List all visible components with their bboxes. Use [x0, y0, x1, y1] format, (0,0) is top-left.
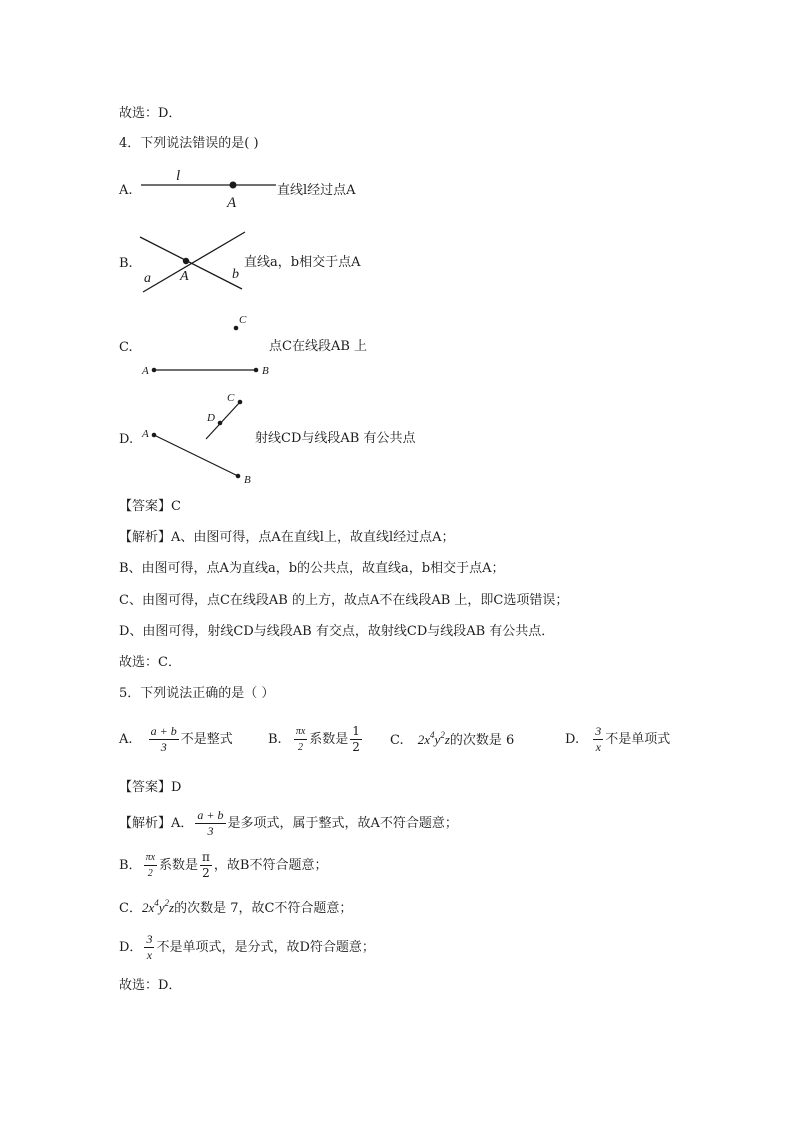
fig-b-point-label: A [180, 269, 189, 284]
q5-optA-text: 不是整式 [180, 732, 233, 747]
point-b-dot [183, 258, 189, 264]
q5-optB-value: $\frac{1}{2}$ [352, 724, 360, 754]
q4-optC-text: 点C在线段AB 上 [269, 339, 368, 354]
q4-optB-letter: B. [119, 256, 133, 271]
fig-b-a-label: a [144, 271, 151, 286]
fig-c-a-label: A [142, 365, 149, 377]
fig-d-c-label: C [227, 392, 235, 404]
fig-a-line-label: l [176, 168, 181, 184]
point-a-dot [230, 182, 237, 189]
fig-d-a-label: A [142, 428, 149, 440]
q4-analysis-line-1 [119, 529, 455, 547]
q5-analysis-a-fraction: $\frac{a + b}{3}$ [197, 808, 224, 838]
analysis-label: 【解析】 [119, 530, 172, 545]
q5-optB-fraction: $\frac{\pi x}{2}$ [295, 726, 306, 753]
figure-b [140, 232, 245, 292]
q4-optB-text: 直线a，b相交于点A [244, 255, 361, 270]
q4-conclusion: 故选：C． [119, 655, 181, 670]
q5-optC-text: 的次数是 6 [449, 733, 515, 748]
q5-optC [390, 722, 514, 759]
q3-conclusion: 故选：D． [119, 106, 182, 121]
q5-analysis-c: C．$2x^4y^2z$的次数是 7，故C不符合题意； [119, 898, 353, 916]
q4-optD-text: 射线CD与线段AB 有公共点 [255, 431, 416, 446]
q5-optB-text: 系数是 [309, 732, 349, 747]
q5-optA [119, 722, 233, 758]
q4-optD-letter: D. [119, 432, 134, 447]
fig-d-d-label: D [207, 412, 215, 424]
fig-c-c-label: C [239, 314, 247, 326]
fig-c-b-label: B [262, 365, 269, 377]
figure-a [141, 168, 276, 211]
q5-optD [565, 722, 670, 758]
q5-optD-letter: D. [565, 732, 580, 747]
figure-c [141, 314, 269, 377]
q5-optC-letter: C. [390, 733, 404, 748]
q4-answer: 【答案】C [119, 499, 181, 514]
q5-optA-fraction: $\frac{a + b}{3}$ [150, 724, 177, 754]
q4-stem: 4．下列说法错误的是( ) [119, 136, 259, 151]
q5-analysis-d: D． $\frac{3}{x}$ 不是单项式，是分式，故D符合题意； [119, 932, 375, 962]
q5-stem: 5．下列说法正确的是（ ） [119, 686, 275, 701]
q4-analysis-line-4: D、由图可得，射线CD与线段AB 有交点，故射线CD与线段AB 有公共点． [119, 624, 555, 639]
q5-optA-letter: A. [119, 732, 133, 747]
q4-analysis-line-3: C、由图可得，点C在线段AB 的上方，故点A不在线段AB 上，即C选项错误； [119, 593, 569, 608]
fig-b-b-label: b [232, 267, 239, 282]
fig-a-point-label: A [227, 195, 237, 211]
q5-optD-fraction: $\frac{3}{x}$ [595, 724, 602, 754]
q5-analysis-d-fraction: $\frac{3}{x}$ [146, 932, 153, 962]
q5-conclusion: 故选：D． [119, 978, 182, 993]
q5-analysis-a: 【解析】A． $\frac{a + b}{3}$ 是多项式，属于整式，故A不符合题意； [119, 808, 458, 838]
q5-analysis-b-fraction: $\frac{\pi x}{2}$ [145, 852, 156, 879]
point-c-dot [234, 326, 239, 331]
q5-optC-expr: $2x^4y^2z$ [417, 730, 450, 747]
q4-optA-letter: A. [119, 183, 133, 198]
q5-optB-letter: B. [268, 732, 282, 747]
analysis-label: 【解析】 [119, 816, 172, 831]
figure-d [141, 392, 251, 486]
analysis-text: A、由图可得，点A在直线l上，故直线l经过点A； [171, 530, 455, 545]
q5-answer: 【答案】D [119, 780, 182, 795]
q4-optA-text: 直线l经过点A [277, 183, 356, 198]
q5-optB [268, 722, 364, 758]
q5-analysis-b-value: $\frac{\pi}{2}$ [202, 850, 210, 880]
q4-optC-letter: C. [119, 340, 133, 355]
q5-analysis-b: B． $\frac{\pi x}{2}$ 系数是 $\frac{\pi}{2}$ ，故B不符合题意； [119, 850, 328, 880]
fig-d-b-label: B [244, 474, 251, 486]
q5-optD-text: 不是单项式 [605, 732, 671, 747]
q5-analysis-c-expr: $2x^4y^2z$ [141, 898, 175, 915]
q4-analysis-line-2: B、由图可得，点A为直线a，b的公共点，故直线a，b相交于点A； [119, 561, 505, 576]
